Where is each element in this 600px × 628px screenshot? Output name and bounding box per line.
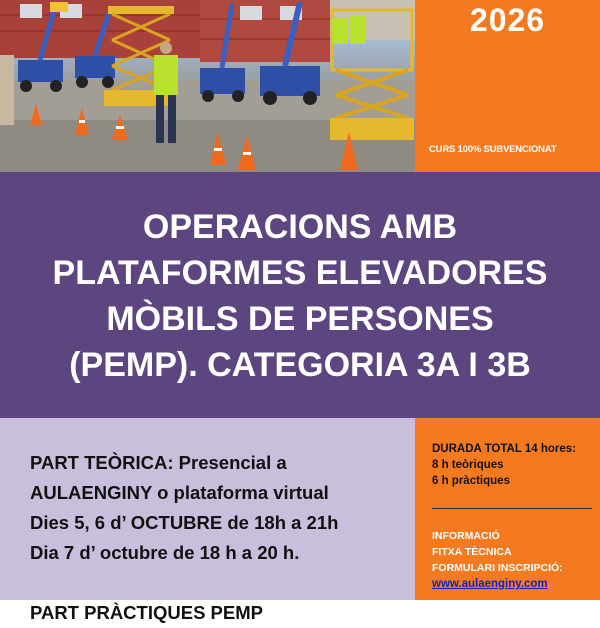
course-year: 2026 (469, 2, 546, 38)
subsidy-note: CURS 100% SUBVENCIONAT (429, 144, 557, 155)
theory-line-3: Dies 5, 6 d’ OCTUBRE de 18h a 21h (30, 512, 339, 533)
course-title (0, 204, 600, 388)
header-photo (0, 0, 415, 172)
duration-practice: 6 h pràctiques (432, 475, 510, 487)
links-block (432, 528, 597, 592)
theory-line-2: AULAENGINY o plataforma virtual (30, 482, 329, 503)
aerial-work-platforms-photo (0, 0, 415, 172)
details-divider (432, 508, 592, 509)
schedule-panel (0, 418, 415, 623)
year-panel (415, 0, 600, 172)
tech-sheet-link[interactable]: FITXA TÈCNICA (432, 546, 512, 558)
duration-total: DURADA TOTAL 14 hores: (432, 443, 576, 455)
duration-theory: 8 h teòriques (432, 459, 504, 471)
title-line-1: OPERACIONS AMB (142, 208, 458, 246)
info-link[interactable]: INFORMACIÓ (432, 530, 500, 542)
title-band (0, 172, 600, 418)
title-line-4: (PEMP). CATEGORIA 3A I 3B (69, 346, 531, 384)
title-line-3: MÒBILS DE PERSONES (106, 300, 494, 338)
theory-line-1: PART TEÒRICA: Presencial a (30, 452, 287, 473)
practice-line-1: PART PRÀCTIQUES PEMP (30, 602, 263, 623)
registration-form-link[interactable]: FORMULARI INSCRIPCIÓ: (432, 562, 563, 574)
details-panel (415, 418, 600, 600)
title-line-2: PLATAFORMES ELEVADORES (52, 254, 548, 292)
website-link[interactable]: www.aulaenginy.com (432, 578, 548, 590)
duration-block (432, 441, 597, 489)
schedule-spacer (30, 568, 415, 598)
theory-line-4: Dia 7 d’ octubre de 18 h a 20 h. (30, 542, 300, 563)
